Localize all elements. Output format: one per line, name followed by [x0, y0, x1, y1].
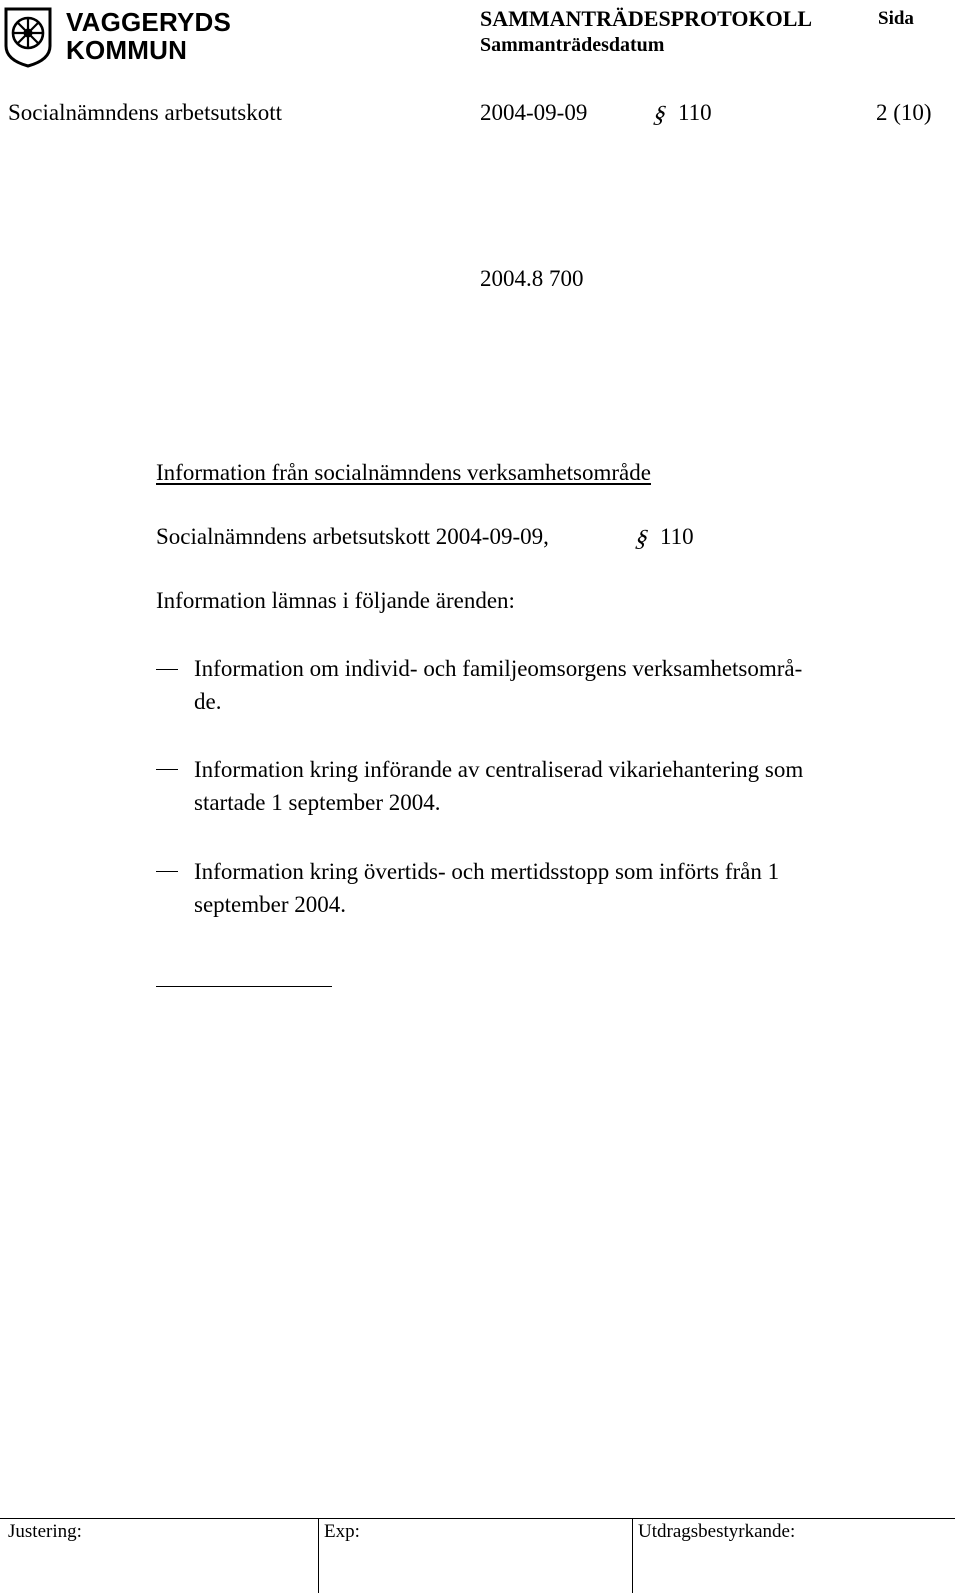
intro-text: Information lämnas i följande ärenden:	[156, 588, 515, 613]
bullet-dash	[156, 769, 178, 770]
footer-utdrag-label: Utdragsbestyrkande:	[638, 1521, 796, 1542]
page-label: Sida	[878, 8, 914, 29]
section-end-rule	[156, 986, 332, 987]
list-item	[194, 652, 944, 718]
list-item	[194, 753, 944, 819]
list-item-line: startade 1 september 2004.	[194, 790, 441, 815]
list-item-line: de.	[194, 689, 222, 714]
footer-column-divider	[632, 1518, 633, 1593]
logo-line-1: VAGGERYDS	[66, 7, 232, 37]
item-title: Information från socialnämndens verksamhetsområde	[156, 460, 651, 485]
page-number: 2 (10)	[876, 100, 932, 125]
paragraph-number: 110	[678, 100, 712, 125]
reference-paragraph-number: 110	[660, 524, 694, 549]
municipality-emblem-icon	[3, 6, 53, 68]
committee-name: Socialnämndens arbetsutskott	[8, 100, 283, 125]
case-number: 2004.8 700	[480, 266, 584, 291]
list-item-line: september 2004.	[194, 892, 347, 917]
bullet-dash	[156, 871, 178, 872]
footer-exp-label: Exp:	[324, 1521, 360, 1542]
footer-justering-label: Justering:	[8, 1521, 82, 1542]
list-item-line: Information kring införande av centraliserad vikariehantering som	[194, 757, 804, 782]
bullet-dash	[156, 669, 178, 670]
footer-divider	[0, 1518, 955, 1519]
list-item-line: Information om individ- och familjeomsorgens verksamhetsområ-	[194, 656, 803, 681]
list-item-line: Information kring övertids- och mertidsstopp som införts från 1	[194, 859, 780, 884]
paragraph-sign: §	[649, 102, 671, 128]
list-item	[194, 855, 944, 921]
protocol-title: SAMMANTRÄDESPROTOKOLL	[480, 6, 813, 31]
reference-text: Socialnämndens arbetsutskott 2004-09-09,	[156, 524, 549, 549]
footer-column-divider	[318, 1518, 319, 1593]
logo-line-2: KOMMUN	[66, 35, 188, 65]
reference-paragraph-sign: §	[631, 526, 653, 552]
meeting-date: 2004-09-09	[480, 100, 588, 125]
meeting-date-label: Sammanträdesdatum	[480, 34, 665, 56]
municipality-logo-text	[66, 8, 231, 64]
